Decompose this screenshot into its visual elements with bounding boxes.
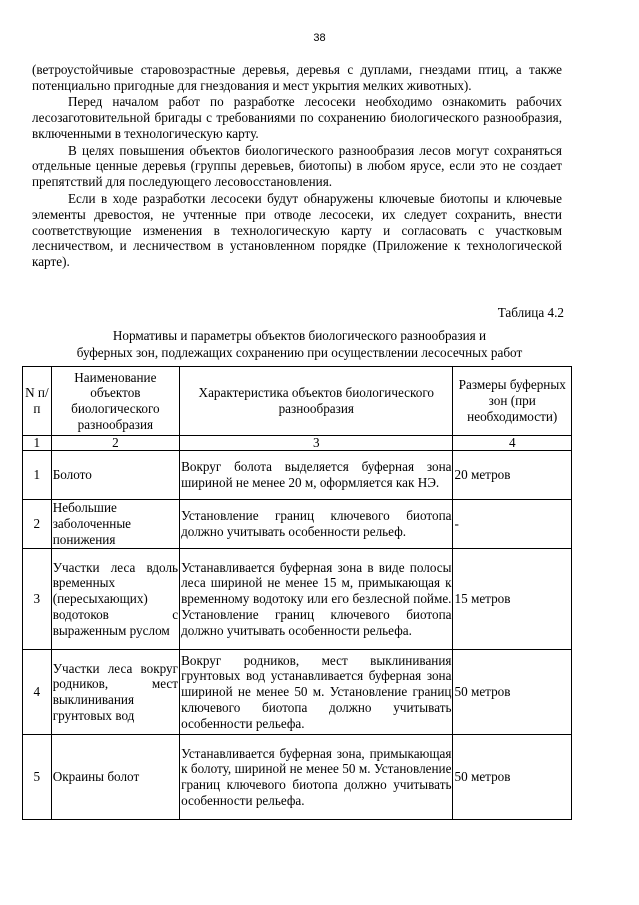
header-cell-buffer: Размеры буферных зон (при необходимости) [453, 367, 572, 436]
row-number: 5 [23, 735, 52, 820]
row-number: 3 [23, 549, 52, 650]
table-row [23, 650, 572, 735]
object-description: Установление границ ключевого биотопа должно учитывать особенности рельеф. [180, 500, 453, 549]
column-number-cell: 3 [180, 436, 453, 451]
column-number-cell: 2 [51, 436, 179, 451]
object-name: Окраины болот [51, 735, 179, 820]
paragraph: Перед началом работ по разработке лесосеки необходимо ознакомить рабочих лесозаготовительной бригады с требованиями по сохранению биологического разнообразия, включенными в технологическую карту. [32, 94, 562, 142]
row-number: 2 [23, 500, 52, 549]
buffer-size: 50 метров [453, 735, 572, 820]
object-name: Болото [51, 451, 179, 500]
column-number-cell: 1 [23, 436, 52, 451]
buffer-size: 15 метров [453, 549, 572, 650]
column-number-cell: 4 [453, 436, 572, 451]
table-title-line: Нормативы и параметры объектов биологического разнообразия и [112, 328, 487, 343]
column-number-row [23, 436, 572, 451]
body-text [32, 62, 562, 271]
table-row [23, 500, 572, 549]
table-row [23, 451, 572, 500]
header-cell-number: N п/п [23, 367, 52, 436]
object-description: Вокруг болота выделяется буферная зона шириной не менее 20 м, оформляется как НЭ. [180, 451, 453, 500]
buffer-size: - [453, 500, 572, 549]
buffer-size: 50 метров [453, 650, 572, 735]
object-name: Небольшие заболоченные понижения [51, 500, 179, 549]
object-description: Устанавливается буферная зона в виде полосы леса шириной не менее 15 м, примыкающая к временному водотоку или его безлесной пойме. Установление границ ключевого биотопа должно учитывать особенности рельефа. [180, 549, 453, 650]
paragraph: Если в ходе разработки лесосеки будут обнаружены ключевые биотопы и ключевые элементы древостоя, не учтенные при отводе лесосеки, их следует сохранить, внести соответствующие изменения в технологическую карту и согласовать с участковым лесничеством, и лесничеством в установленном порядке (Приложение к технологической карте). [32, 190, 562, 270]
page-number: 38 [313, 32, 326, 44]
object-name: Участки леса вокруг родников, мест выклинивания грунтовых вод [51, 650, 179, 735]
object-description: Устанавливается буферная зона, примыкающая к болоту, шириной не менее 50 м. Установление границ ключевого биотопа должно учитывать особенности рельефа. [180, 735, 453, 820]
table-row [23, 549, 572, 650]
header-cell-name: Наименование объектов биологического разнообразия [51, 367, 179, 436]
norms-table [22, 366, 572, 820]
table-title-line: буферных зон, подлежащих сохранению при осуществлении лесосечных работ [76, 345, 523, 360]
buffer-size: 20 метров [453, 451, 572, 500]
object-name: Участки леса вдоль временных (пересыхающих) водотоков с выраженным руслом [51, 549, 179, 650]
object-description: Вокруг родников, мест выклинивания грунтовых вод устанавливается буферная зона шириной не менее 50 м. Установление границ ключевого биотопа должно учитывать особенности рельефа. [180, 650, 453, 735]
table-header-row [23, 367, 572, 436]
paragraph: В целях повышения объектов биологического разнообразия лесов могут сохраняться отдельные ценные деревья (группы деревьев, биотопы) в любом ярусе, если это не создает препятствий для последующего лесовосстановления. [32, 142, 562, 190]
table-title [22, 327, 577, 361]
table-number: Таблица 4.2 [497, 305, 564, 320]
row-number: 1 [23, 451, 52, 500]
header-cell-description: Характеристика объектов биологического разнообразия [180, 367, 453, 436]
table-row [23, 735, 572, 820]
paragraph: (ветроустойчивые старовозрастные деревья, деревья с дуплами, гнездами птиц, а также потенциально пригодные для гнездования и мест укрытия мелких животных). [32, 62, 562, 93]
row-number: 4 [23, 650, 52, 735]
